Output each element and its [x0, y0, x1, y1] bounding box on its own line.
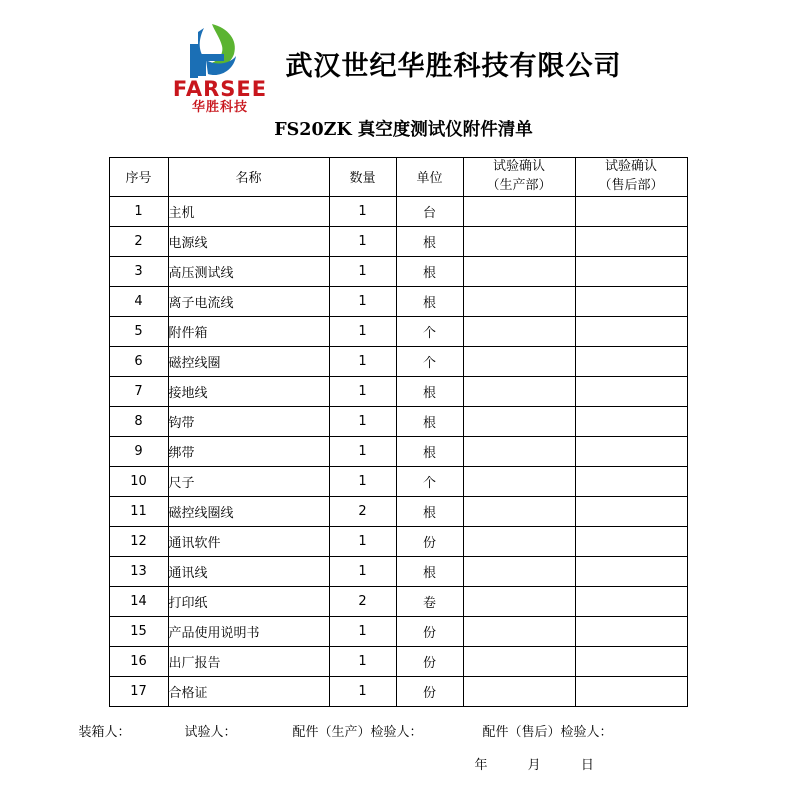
cell-confirm-aftersales[interactable]: [575, 496, 687, 526]
cell-confirm-aftersales[interactable]: [575, 286, 687, 316]
cell-name: 接地线: [168, 376, 329, 406]
cell-no: 4: [109, 286, 168, 316]
cell-qty: 1: [329, 556, 396, 586]
cell-confirm-production[interactable]: [463, 436, 575, 466]
cell-no: 15: [109, 616, 168, 646]
cell-no: 6: [109, 346, 168, 376]
cell-qty: 1: [329, 286, 396, 316]
cell-confirm-production[interactable]: [463, 406, 575, 436]
cell-confirm-aftersales[interactable]: [575, 346, 687, 376]
parts-table-container: [109, 157, 681, 707]
signature-footer: [75, 721, 715, 773]
cell-qty: 1: [329, 406, 396, 436]
cell-unit: 份: [396, 616, 463, 646]
cell-name: 打印纸: [168, 586, 329, 616]
table-row: [109, 436, 687, 466]
cell-no: 13: [109, 556, 168, 586]
cell-no: 1: [109, 196, 168, 226]
cell-name: 尺子: [168, 466, 329, 496]
cell-name: 附件箱: [168, 316, 329, 346]
cell-name: 通讯软件: [168, 526, 329, 556]
cell-confirm-aftersales[interactable]: [575, 526, 687, 556]
cell-confirm-production[interactable]: [463, 586, 575, 616]
column-header-name: 名称: [168, 158, 329, 197]
cell-confirm-production[interactable]: [463, 286, 575, 316]
column-header-confirm-production: [463, 158, 575, 197]
table-row: [109, 466, 687, 496]
cell-confirm-production[interactable]: [463, 376, 575, 406]
signature-row: [75, 721, 715, 740]
svg-text:FARSEE: FARSEE: [172, 77, 267, 101]
table-row: [109, 556, 687, 586]
cell-no: 16: [109, 646, 168, 676]
cell-qty: 1: [329, 346, 396, 376]
cell-name: 合格证: [168, 676, 329, 706]
cell-unit: 根: [396, 286, 463, 316]
cell-no: 7: [109, 376, 168, 406]
column-header-confirm-aftersales-line2: （售后部）: [598, 177, 664, 193]
cell-unit: 份: [396, 676, 463, 706]
cell-unit: 台: [396, 196, 463, 226]
cell-confirm-aftersales[interactable]: [575, 586, 687, 616]
table-row: [109, 286, 687, 316]
cell-confirm-production[interactable]: [463, 196, 575, 226]
table-row: [109, 196, 687, 226]
tester-label: 试验人：: [184, 724, 237, 740]
cell-name: 离子电流线: [168, 286, 329, 316]
cell-confirm-aftersales[interactable]: [575, 226, 687, 256]
column-header-qty: 数量: [329, 158, 396, 197]
cell-qty: 1: [329, 226, 396, 256]
column-header-confirm-aftersales: [575, 158, 687, 197]
cell-no: 10: [109, 466, 168, 496]
cell-confirm-aftersales[interactable]: [575, 316, 687, 346]
cell-unit: 份: [396, 646, 463, 676]
cell-name: 高压测试线: [168, 256, 329, 286]
column-header-confirm-production-line1: 试验确认: [492, 159, 545, 174]
svg-text:华胜科技: 华胜科技: [191, 100, 248, 114]
cell-name: 产品使用说明书: [168, 616, 329, 646]
cell-name: 通讯线: [168, 556, 329, 586]
cell-qty: 2: [329, 586, 396, 616]
table-row: [109, 226, 687, 256]
cell-unit: 卷: [396, 586, 463, 616]
parts-table: [109, 157, 688, 707]
cell-name: 钩带: [168, 406, 329, 436]
table-row: [109, 496, 687, 526]
table-row: [109, 676, 687, 706]
cell-name: 绑带: [168, 436, 329, 466]
cell-qty: 1: [329, 256, 396, 286]
cell-confirm-production[interactable]: [463, 496, 575, 526]
cell-name: 出厂报告: [168, 646, 329, 676]
cell-confirm-aftersales[interactable]: [575, 256, 687, 286]
cell-unit: 个: [396, 316, 463, 346]
cell-qty: 1: [329, 616, 396, 646]
cell-unit: 根: [396, 376, 463, 406]
cell-no: 9: [109, 436, 168, 466]
cell-unit: 份: [396, 526, 463, 556]
table-body: [109, 196, 687, 706]
cell-no: 2: [109, 226, 168, 256]
cell-qty: 2: [329, 496, 396, 526]
document-title: FS20ZK 真空度测试仪附件清单: [274, 120, 533, 140]
date-year-label: 年: [474, 757, 489, 773]
cell-unit: 根: [396, 496, 463, 526]
cell-unit: 个: [396, 466, 463, 496]
table-row: [109, 346, 687, 376]
table-header: [109, 158, 687, 197]
cell-confirm-aftersales[interactable]: [575, 196, 687, 226]
cell-qty: 1: [329, 436, 396, 466]
cell-no: 17: [109, 676, 168, 706]
cell-qty: 1: [329, 316, 396, 346]
cell-qty: 1: [329, 646, 396, 676]
table-row: [109, 316, 687, 346]
inspector-aftersales-label: 配件（售后）检验人：: [482, 724, 613, 740]
cell-confirm-aftersales[interactable]: [575, 436, 687, 466]
table-row: [109, 406, 687, 436]
cell-unit: 根: [396, 406, 463, 436]
cell-name: 主机: [168, 196, 329, 226]
header-title-row: [0, 18, 789, 114]
date-day-label: 日: [580, 757, 595, 773]
cell-name: 磁控线圈线: [168, 496, 329, 526]
cell-confirm-aftersales[interactable]: [575, 676, 687, 706]
cell-confirm-aftersales[interactable]: [575, 466, 687, 496]
table-row: [109, 616, 687, 646]
cell-qty: 1: [329, 376, 396, 406]
cell-confirm-production[interactable]: [463, 646, 575, 676]
cell-confirm-production[interactable]: [463, 466, 575, 496]
cell-confirm-aftersales[interactable]: [575, 376, 687, 406]
cell-confirm-production[interactable]: [463, 226, 575, 256]
cell-qty: 1: [329, 676, 396, 706]
cell-unit: 个: [396, 346, 463, 376]
cell-confirm-aftersales[interactable]: [575, 646, 687, 676]
cell-no: 11: [109, 496, 168, 526]
document-header: [0, 0, 789, 141]
company-name: 武汉世纪华胜科技有限公司: [285, 50, 622, 82]
cell-no: 12: [109, 526, 168, 556]
date-month-label: 月: [527, 757, 542, 773]
date-row: [75, 754, 715, 773]
cell-confirm-production[interactable]: [463, 316, 575, 346]
cell-confirm-aftersales[interactable]: [575, 406, 687, 436]
column-header-confirm-production-line2: （生产部）: [486, 177, 552, 193]
cell-name: 电源线: [168, 226, 329, 256]
cell-confirm-aftersales[interactable]: [575, 616, 687, 646]
cell-confirm-production[interactable]: [463, 616, 575, 646]
cell-qty: 1: [329, 196, 396, 226]
inspector-production-label: 配件（生产）检验人：: [292, 724, 423, 740]
table-row: [109, 256, 687, 286]
cell-confirm-aftersales[interactable]: [575, 556, 687, 586]
cell-no: 5: [109, 316, 168, 346]
cell-name: 磁控线圈: [168, 346, 329, 376]
cell-confirm-production[interactable]: [463, 256, 575, 286]
cell-no: 8: [109, 406, 168, 436]
column-header-confirm-aftersales-line1: 试验确认: [604, 159, 657, 174]
cell-confirm-production[interactable]: [463, 556, 575, 586]
cell-unit: 根: [396, 436, 463, 466]
cell-no: 14: [109, 586, 168, 616]
cell-unit: 根: [396, 226, 463, 256]
table-header-row: [109, 158, 687, 197]
table-row: [109, 376, 687, 406]
packer-label: 装箱人：: [78, 724, 131, 740]
column-header-unit: 单位: [396, 158, 463, 197]
table-row: [109, 646, 687, 676]
cell-confirm-production[interactable]: [463, 526, 575, 556]
cell-qty: 1: [329, 526, 396, 556]
cell-unit: 根: [396, 556, 463, 586]
cell-confirm-production[interactable]: [463, 346, 575, 376]
cell-qty: 1: [329, 466, 396, 496]
column-header-no: 序号: [109, 158, 168, 197]
cell-no: 3: [109, 256, 168, 286]
farsee-logo-icon: [168, 18, 272, 114]
table-row: [109, 526, 687, 556]
cell-unit: 根: [396, 256, 463, 286]
cell-confirm-production[interactable]: [463, 676, 575, 706]
table-row: [109, 586, 687, 616]
